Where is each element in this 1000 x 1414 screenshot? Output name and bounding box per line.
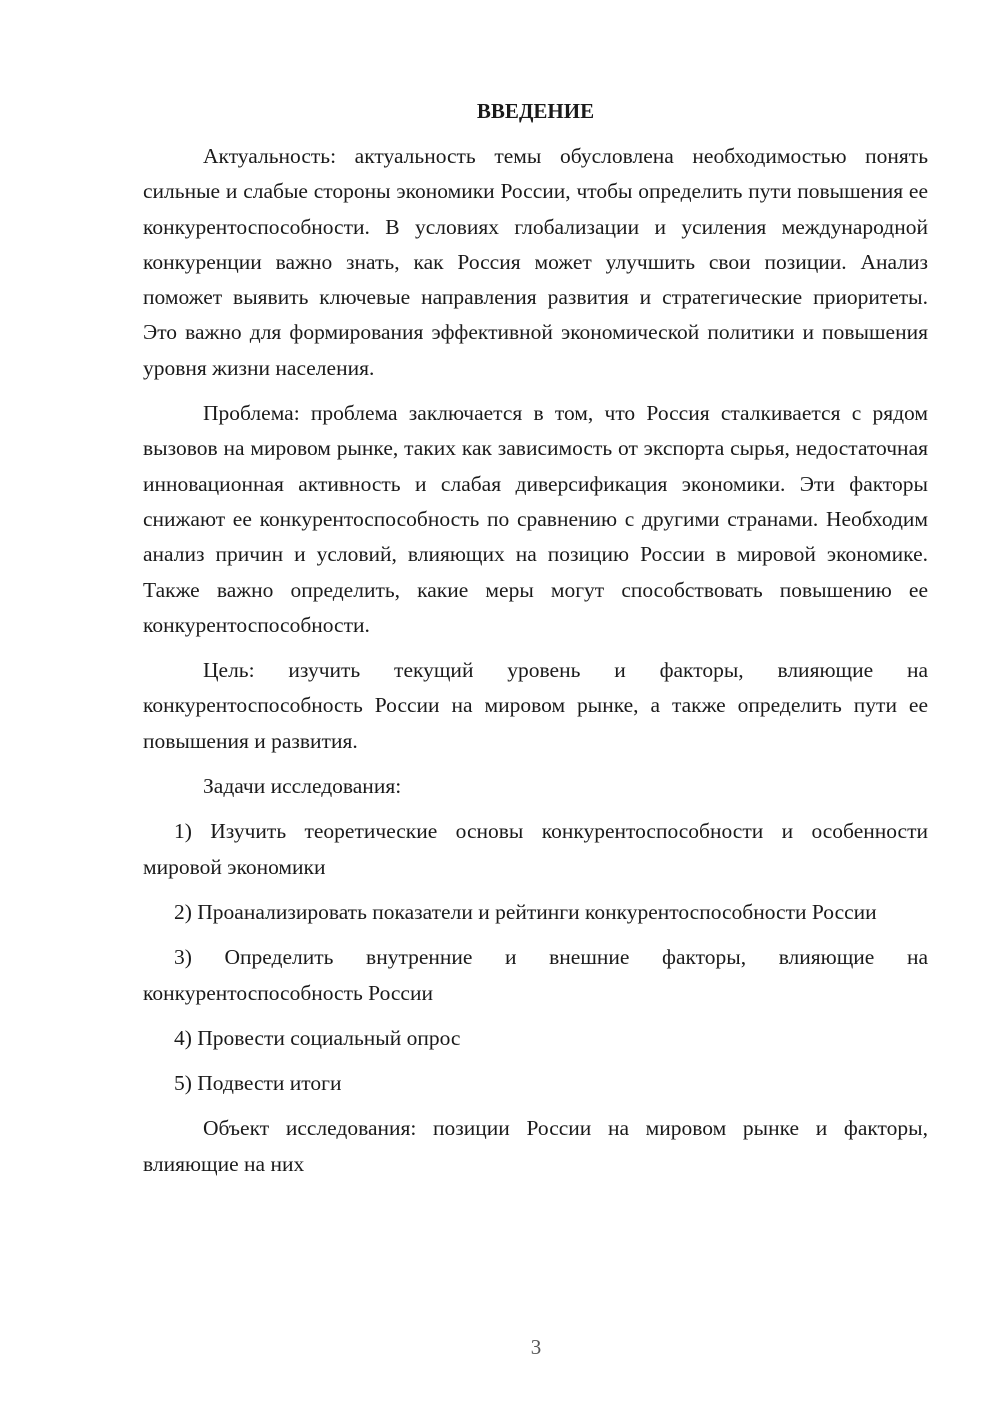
relevance-paragraph: Актуальность: актуальность темы обусловлена необходимостью понять сильные и слабые стороны экономики России, чтобы определить пути повышения ее конкурентоспособности. В условиях глобализации и усиления международной конкуренции важно знать, как Россия может улучшить свои позиции. Анализ поможет выявить ключевые направления развития и стратегические приоритеты. Это важно для формирования эффективной экономической политики и повышения уровня жизни населения. xyxy=(143,144,928,380)
task-item: 4) Провести социальный опрос xyxy=(174,1025,461,1050)
task-item: 3) Определить внутренние и внешние факторы, влияющие на конкурентоспособность России xyxy=(143,945,928,1005)
tasks-heading: Задачи исследования: xyxy=(203,774,402,799)
task-item: 2) Проанализировать показатели и рейтинги конкурентоспособности России xyxy=(174,899,877,924)
object-paragraph: Объект исследования: позиции России на мировом рынке и факторы, влияющие на них xyxy=(143,1116,928,1176)
page-number: 3 xyxy=(530,1335,542,1359)
problem-paragraph: Проблема: проблема заключается в том, что Россия сталкивается с рядом вызовов на мировом рынке, таких как зависимость от экспорта сырья, недостаточная инновационная активность и слабая диверсификация экономики. Эти факторы снижают ее конкурентоспособность по сравнению с другими странами. Необходим анализ причин и условий, влияющих на позицию России в мировой экономике. Также важно определить, какие меры могут способствовать повышению ее конкурентоспособности. xyxy=(143,401,928,637)
goal-paragraph: Цель: изучить текущий уровень и факторы, влияющие на конкурентоспособность России на мировом рынке, а также определить пути ее повышения и развития. xyxy=(143,658,928,753)
task-item: 5) Подвести итоги xyxy=(174,1071,342,1096)
document-body xyxy=(143,97,928,1192)
section-title: ВВЕДЕНИЕ xyxy=(476,99,595,123)
task-item: 1) Изучить теоретические основы конкурентоспособности и особенности мировой экономики xyxy=(143,819,928,879)
